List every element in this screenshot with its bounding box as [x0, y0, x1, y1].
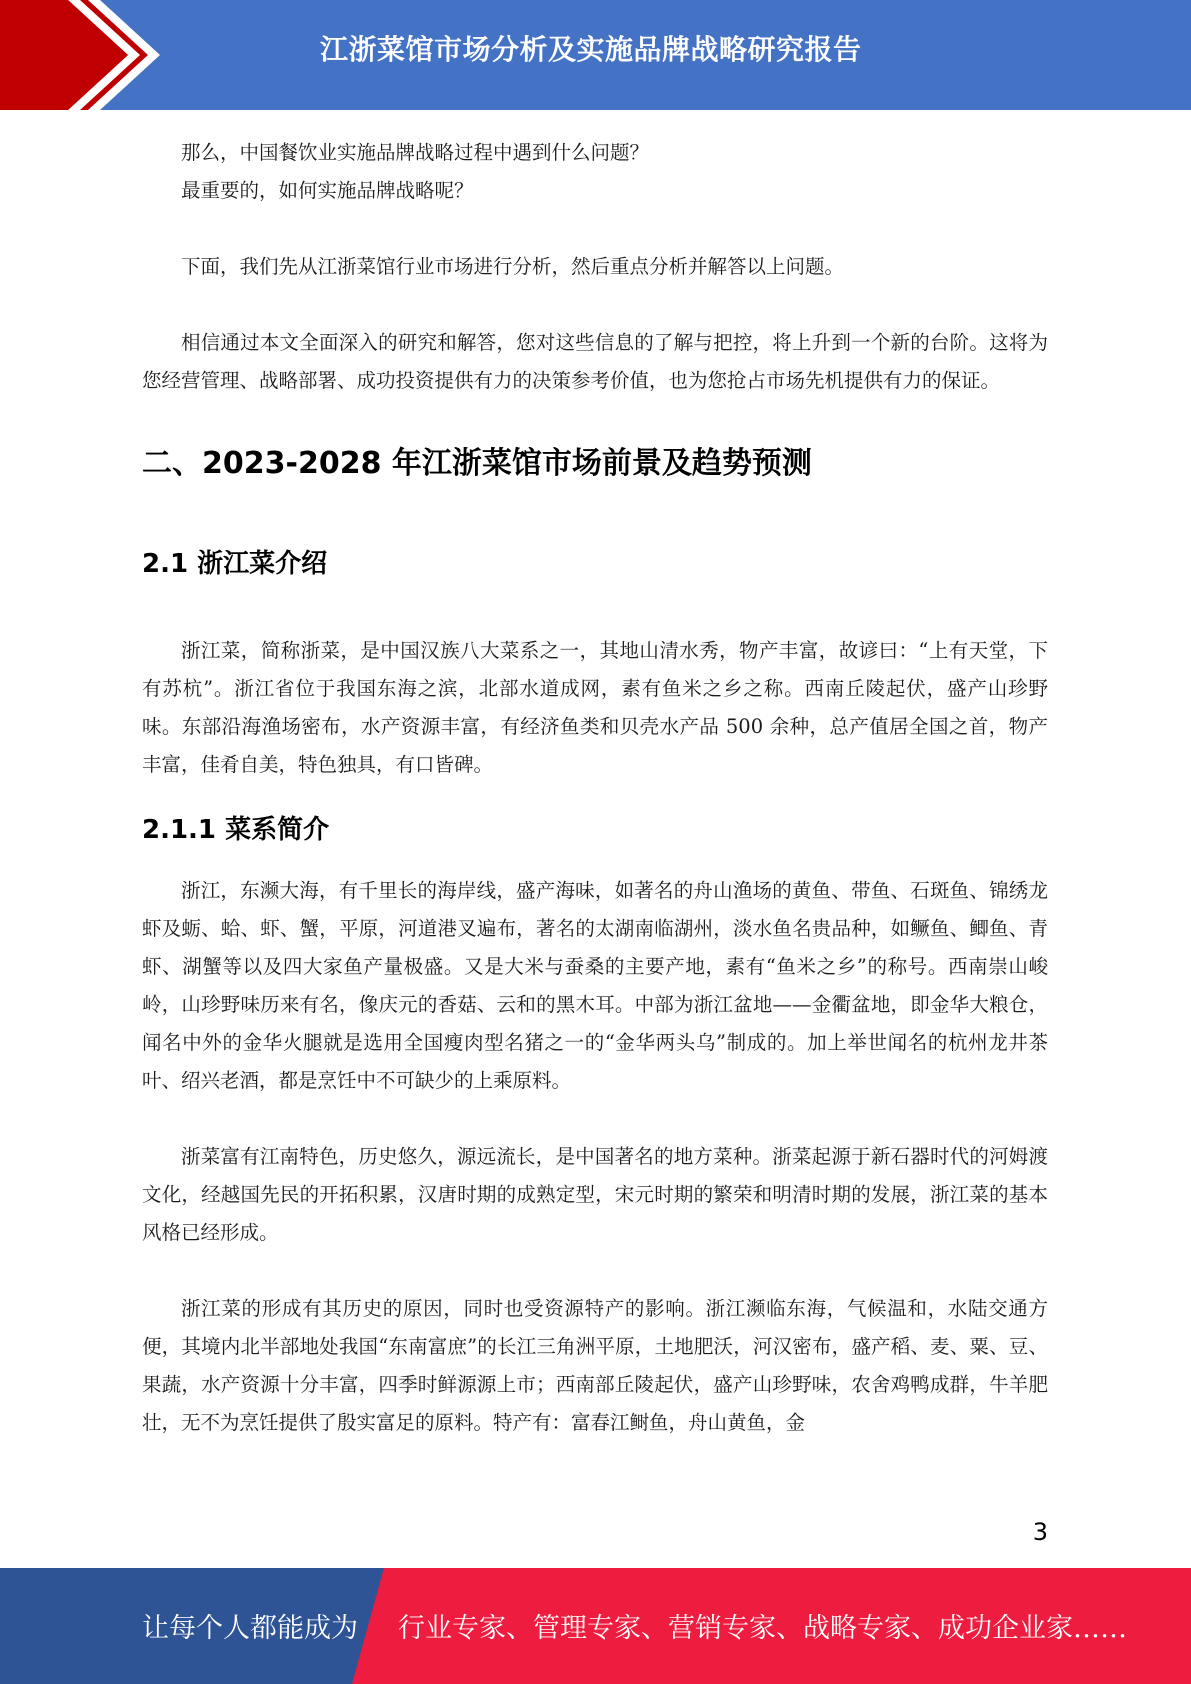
cuisine-overview-paragraph-2: 浙菜富有江南特色，历史悠久，源远流长，是中国著名的地方菜种。浙菜起源于新石器时代的河姆渡文化，经越国先民的开拓积累，汉唐时期的成熟定型，宋元时期的繁荣和明清时期的发展，浙江菜的基本风格已经形成。 — [142, 1145, 1048, 1244]
page-content — [142, 134, 1048, 1442]
page-number: 3 — [1032, 1518, 1048, 1546]
section-heading: 二、2023-2028 年江浙菜馆市场前景及趋势预测 — [142, 446, 812, 481]
cuisine-overview-paragraph-1: 浙江，东濒大海，有千里长的海岸线，盛产海味，如著名的舟山渔场的黄鱼、带鱼、石斑鱼、锦绣龙虾及蛎、蛤、虾、蟹，平原，河道港叉遍布，著名的太湖南临湖州，淡水鱼名贵品种，如鳜鱼、鲫鱼、青虾、湖蟹等以及四大家鱼产量极盛。又是大米与蚕桑的主要产地，素有“鱼米之乡”的称号。西南崇山峻岭，山珍野味历来有名，像庆元的香菇、云和的黑木耳。中部为浙江盆地——金衢盆地，即金华大粮仓，闻名中外的金华火腿就是选用全国瘦肉型名猪之一的“金华两头乌”制成的。加上举世闻名的杭州龙井茶叶、绍兴老酒，都是烹饪中不可缺少的上乘原料。 — [142, 879, 1048, 1092]
subsection-heading-2-1-1: 2.1.1 菜系简介 — [142, 815, 330, 845]
intro-line-2: 最重要的，如何实施品牌战略呢？ — [181, 179, 474, 202]
intro-paragraph-1: 下面，我们先从江浙菜馆行业市场进行分析，然后重点分析并解答以上问题。 — [181, 255, 845, 278]
zhejiang-cuisine-intro-paragraph: 浙江菜，简称浙菜，是中国汉族八大菜系之一，其地山清水秀，物产丰富，故谚曰：“上有天堂，下有苏杭”。浙江省位于我国东海之滨，北部水道成网，素有鱼米之乡之称。西南丘陵起伏，盛产山珍野味。东部沿海渔场密布，水产资源丰富，有经济鱼类和贝壳水产品 500 余种，总产值居全国之首，物产丰富，佳肴自美，特色独具，有口皆碑。 — [142, 639, 1048, 776]
cuisine-overview-paragraph-3: 浙江菜的形成有其历史的原因，同时也受资源特产的影响。浙江濒临东海，气候温和，水陆交通方便，其境内北半部地处我国“东南富庶”的长江三角洲平原，土地肥沃，河汉密布，盛产稻、麦、粟、豆、果蔬，水产资源十分丰富，四季时鲜源源上市；西南部丘陵起伏，盛产山珍野味，农舍鸡鸭成群，牛羊肥壮，无不为烹饪提供了殷实富足的原料。特产有：富春江鲥鱼，舟山黄鱼，金 — [142, 1297, 1048, 1434]
page-footer — [0, 1568, 1191, 1684]
footer-slogan-left: 让每个人都能成为 — [142, 1613, 358, 1644]
report-title: 江浙菜馆市场分析及实施品牌战略研究报告 — [320, 33, 862, 66]
intro-line-1: 那么，中国餐饮业实施品牌战略过程中遇到什么问题？ — [181, 141, 650, 164]
footer-slogan-right: 行业专家、管理专家、营销专家、战略专家、成功企业家…… — [398, 1613, 1127, 1644]
subsection-heading-2-1: 2.1 浙江菜介绍 — [142, 549, 328, 579]
page-header — [0, 0, 1191, 110]
intro-paragraph-2: 相信通过本文全面深入的研究和解答，您对这些信息的了解与把控，将上升到一个新的台阶。这将为您经营管理、战略部署、成功投资提供有力的决策参考价值，也为您抢占市场先机提供有力的保证。 — [142, 331, 1048, 392]
